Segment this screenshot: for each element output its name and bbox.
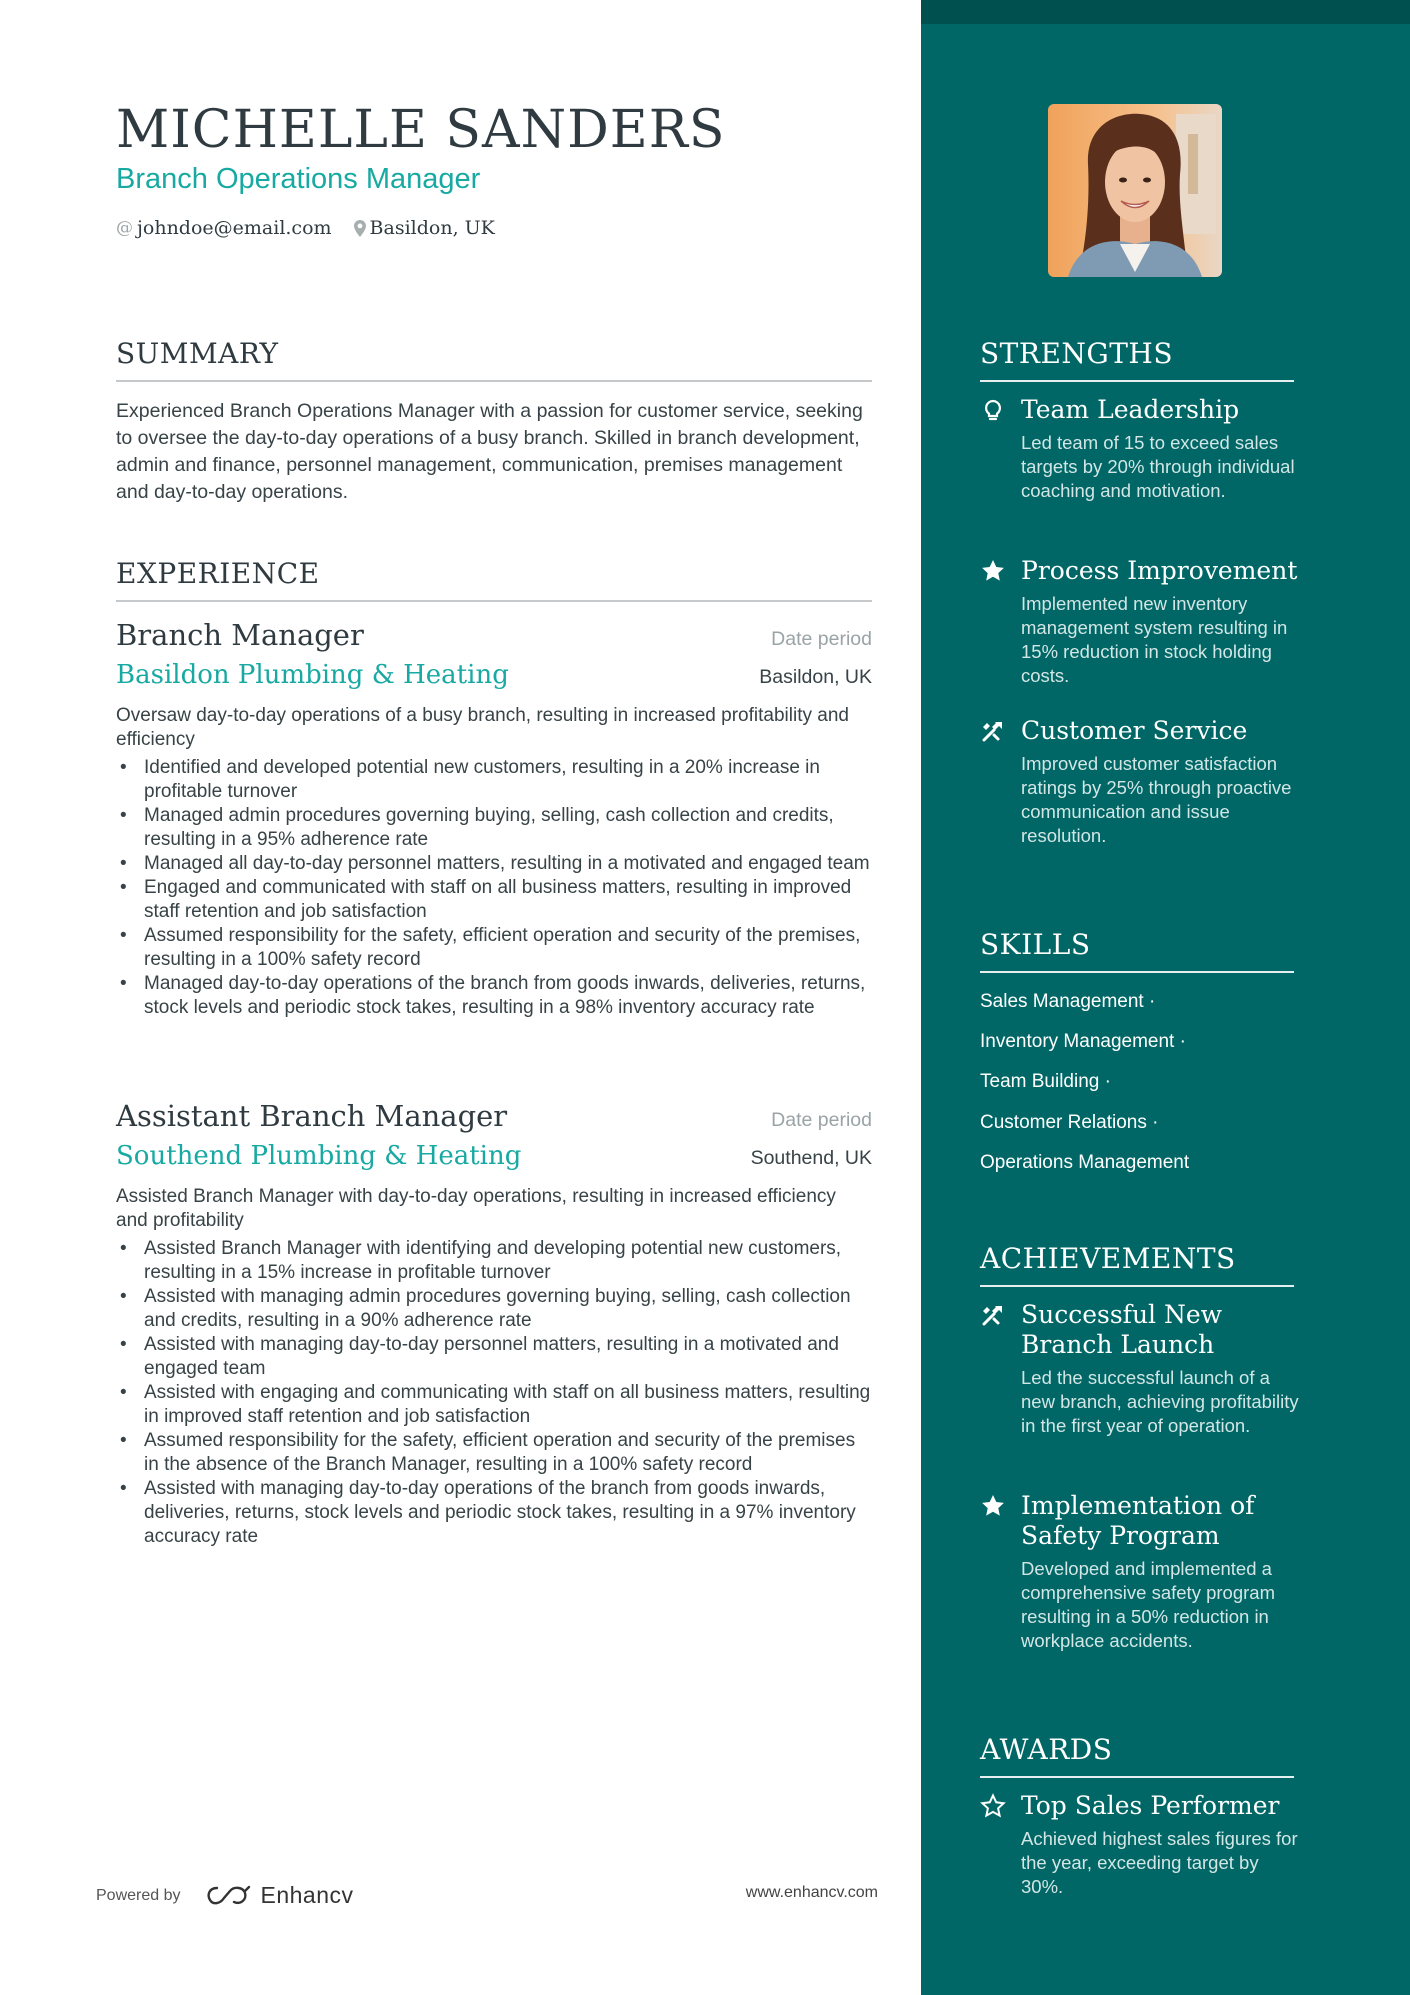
- strength-item: [980, 716, 1300, 848]
- list-item: • Assisted with managing day-to-day personnel matters, resulting in a motivated and engaged team: [116, 1333, 872, 1381]
- award-text: Achieved highest sales figures for the year, exceeding target by 30%.: [1021, 1828, 1298, 1897]
- achievement-item: [980, 1491, 1300, 1653]
- achievement-item: [980, 1300, 1300, 1438]
- at-icon: @: [116, 218, 133, 238]
- contact-info: [116, 217, 495, 239]
- achievement-title: Successful New Branch Launch: [1021, 1300, 1223, 1359]
- job-bullets: [116, 1237, 872, 1549]
- job-bullets: [116, 756, 872, 1020]
- location: Basildon, UK: [369, 217, 495, 239]
- powered-by-label: Powered by: [96, 1886, 181, 1904]
- list-item: • Managed admin procedures governing buying, selling, cash collection and credits, resulting in a 95% adherence rate: [116, 804, 872, 852]
- list-item: • Assisted with managing day-to-day operations of the branch from goods inwards, deliveries, returns, stock levels and periodic stock takes, resulting in a 97% inventory accuracy rate: [116, 1477, 872, 1549]
- job-role: Branch Manager: [116, 618, 364, 652]
- sidebar: [921, 0, 1410, 1995]
- job-description: Assisted Branch Manager with day-to-day operations, resulting in increased efficiency and profitability: [116, 1186, 836, 1231]
- tools-icon: [980, 1302, 1006, 1328]
- job-entry: [116, 1099, 872, 1549]
- strength-title: Customer Service: [1021, 716, 1248, 745]
- skill-item: Inventory Management ·: [980, 1031, 1186, 1052]
- strength-text: Improved customer satisfaction ratings by 25% through proactive communication and issue resolution.: [1021, 753, 1292, 846]
- achievement-text: Led the successful launch of a new branch, achieving profitability in the first year of operation.: [1021, 1367, 1299, 1436]
- brand-name: Enhancv: [260, 1882, 354, 1908]
- sidebar-top-bar: [921, 0, 1410, 24]
- list-item: • Assumed responsibility for the safety, efficient operation and security of the premises in the absence of the Branch Manager, resulting in a 100% safety record: [116, 1429, 872, 1477]
- strength-text: Led team of 15 to exceed sales targets by 20% through individual coaching and motivation.: [1021, 432, 1295, 501]
- list-item: • Assisted with engaging and communicating with staff on all business matters, resulting in improved staff retention and job satisfaction: [116, 1381, 872, 1429]
- list-item: • Assumed responsibility for the safety, efficient operation and security of the premises, resulting in a 100% safety record: [116, 924, 872, 972]
- job-company: Basildon Plumbing & Heating: [116, 660, 509, 690]
- enhancv-logo[interactable]: [205, 1882, 354, 1909]
- star-outline-icon: [980, 1793, 1006, 1819]
- candidate-title: Branch Operations Manager: [116, 163, 481, 195]
- location-pin-icon: [354, 220, 366, 237]
- experience-heading: EXPERIENCE: [116, 557, 872, 602]
- footer-url[interactable]: www.enhancv.com: [745, 1884, 878, 1901]
- list-item: • Managed all day-to-day personnel matters, resulting in a motivated and engaged team: [116, 852, 872, 876]
- enhancv-logo-icon: [205, 1885, 251, 1907]
- job-date: Date period: [771, 1109, 872, 1131]
- profile-photo: [1048, 104, 1222, 277]
- skill-item: Team Building ·: [980, 1071, 1111, 1092]
- star-icon: [980, 1493, 1006, 1519]
- achievements-heading: ACHIEVEMENTS: [980, 1242, 1294, 1287]
- skills-heading: SKILLS: [980, 928, 1294, 973]
- awards-heading: AWARDS: [980, 1733, 1294, 1778]
- strength-item: [980, 395, 1300, 503]
- skill-item: Sales Management ·: [980, 991, 1156, 1012]
- job-description: Oversaw day-to-day operations of a busy branch, resulting in increased profitability and efficiency: [116, 705, 849, 750]
- strength-item: [980, 556, 1300, 688]
- candidate-name: MICHELLE SANDERS: [116, 100, 726, 160]
- strength-text: Implemented new inventory management system resulting in 15% reduction in stock holding costs.: [1021, 593, 1288, 686]
- job-role: Assistant Branch Manager: [116, 1099, 508, 1133]
- strength-title: Process Improvement: [1021, 556, 1298, 585]
- list-item: • Engaged and communicated with staff on all business matters, resulting in improved staff retention and job satisfaction: [116, 876, 872, 924]
- summary-text: Experienced Branch Operations Manager with a passion for customer service, seeking to oversee the day-to-day operations of a busy branch. Skilled in branch development, admin and finance, personnel management, communication, premises management and day-to-day operations.: [116, 400, 863, 503]
- strengths-heading: STRENGTHS: [980, 337, 1294, 382]
- award-title: Top Sales Performer: [1021, 1791, 1280, 1820]
- strength-title: Team Leadership: [1021, 395, 1240, 424]
- list-item: • Managed day-to-day operations of the branch from goods inwards, deliveries, returns, stock levels and periodic stock takes, resulting in a 98% inventory accuracy rate: [116, 972, 872, 1020]
- email[interactable]: johndoe@email.com: [137, 217, 332, 239]
- list-item: • Assisted with managing admin procedures governing buying, selling, cash collection and credits, resulting in a 90% adherence rate: [116, 1285, 872, 1333]
- lightbulb-icon: [980, 397, 1006, 423]
- job-company: Southend Plumbing & Heating: [116, 1141, 522, 1171]
- footer-branding: [96, 1882, 354, 1909]
- tools-icon: [980, 718, 1006, 744]
- award-item: [980, 1791, 1300, 1899]
- star-icon: [980, 558, 1006, 584]
- skill-item: Customer Relations ·: [980, 1112, 1159, 1133]
- job-location: Basildon, UK: [759, 666, 872, 688]
- summary-heading: SUMMARY: [116, 337, 872, 382]
- skill-item: Operations Management: [980, 1152, 1190, 1173]
- job-entry: [116, 618, 872, 1020]
- list-item: • Identified and developed potential new customers, resulting in a 20% increase in profitable turnover: [116, 756, 872, 804]
- job-location: Southend, UK: [750, 1147, 872, 1169]
- achievement-text: Developed and implemented a comprehensive safety program resulting in a 50% reduction in workplace accidents.: [1021, 1558, 1275, 1651]
- achievement-title: Implementation of Safety Program: [1021, 1491, 1255, 1550]
- list-item: • Assisted Branch Manager with identifying and developing potential new customers, resulting in a 15% increase in profitable turnover: [116, 1237, 872, 1285]
- job-date: Date period: [771, 628, 872, 650]
